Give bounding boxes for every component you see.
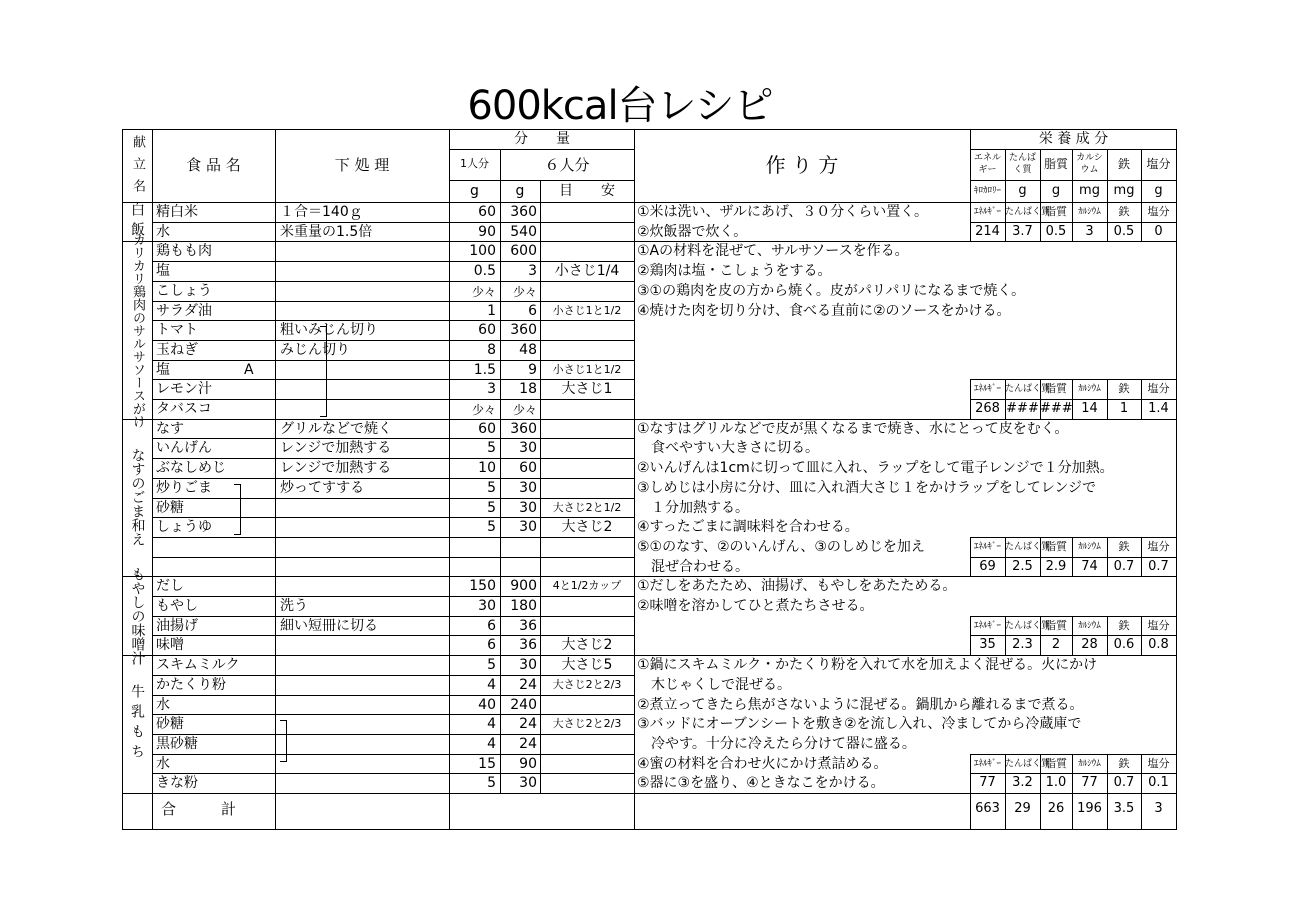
nutrient-value: 1 <box>1119 401 1129 416</box>
step-text: ②いんげんは1cmに切って皿に入れ、ラップをして電子レンジで１分加熱。 <box>637 460 1114 477</box>
nutrient-label: ｶﾙｼｳﾑ <box>1078 758 1101 769</box>
nutrient-value: 35 <box>979 637 996 653</box>
unit-g-one: g <box>470 183 479 199</box>
nutrient-value: 1.4 <box>1148 401 1169 416</box>
step-text: ①鍋にスキムミルク・かたくり粉を入れて水を加えよく混ぜる。火にかけ <box>637 657 1098 674</box>
ingredient-name: スキムミルク <box>156 657 240 674</box>
step-text: ①Aの材料を混ぜて、サルサソースを作る。 <box>637 243 909 260</box>
nutrient-label: 鉄 <box>1118 205 1130 218</box>
total-nutrient-value: 196 <box>1077 801 1102 816</box>
nutrient-value: 0 <box>1154 223 1163 239</box>
nutrient-col-header: たんぱ く質 <box>1008 153 1036 175</box>
step-text: １分加熱する。 <box>637 499 749 516</box>
amount-one: 60 <box>478 322 496 339</box>
amount-one: 1.5 <box>473 361 496 378</box>
section-name: カリカリ鶏肉のサルサソースがけ <box>130 232 145 428</box>
nutrient-label: 鉄 <box>1118 382 1130 396</box>
amount-six: 240 <box>510 696 537 713</box>
amount-one: 100 <box>469 243 496 260</box>
nutrient-label: ｶﾙｼｳﾑ <box>1078 207 1101 217</box>
step-text: ①だしをあたため、油揚げ、もやしをあたためる。 <box>637 578 957 595</box>
nutrient-value: 28 <box>1081 637 1098 653</box>
nutrient-value: 268 <box>975 401 1000 416</box>
nutrient-value: 0.7 <box>1113 558 1135 574</box>
nutrient-value: 3.7 <box>1012 223 1033 239</box>
section-name: なすのごま和え <box>129 448 146 547</box>
nutrient-label: 脂質 <box>1045 382 1067 396</box>
nutrient-label: ｴﾈﾙｷﾞｰ <box>973 207 1001 217</box>
nutrient-value: 77 <box>1081 775 1098 791</box>
amount-one: 4 <box>487 676 496 693</box>
nutrient-value: 74 <box>1081 558 1098 574</box>
amount-guide: 小さじ1/4 <box>554 263 620 280</box>
nutrient-label: たんぱく質 <box>1005 620 1051 631</box>
amount-six: 30 <box>519 775 537 792</box>
amount-one: 30 <box>478 598 496 614</box>
amount-one: 6 <box>487 617 496 634</box>
amount-one: 40 <box>478 696 496 713</box>
ingredient-name: きな粉 <box>156 775 198 792</box>
amount-guide: 大さじ2 <box>561 519 613 536</box>
step-text: ①米は洗い、ザルにあげ、３０分くらい置く。 <box>637 204 929 220</box>
nutrient-label: 塩分 <box>1147 618 1170 632</box>
step-text: ②炊飯器で炊く。 <box>637 223 748 240</box>
nutrient-value: 3 <box>1085 223 1094 239</box>
amount-one: 3 <box>487 381 496 398</box>
ingredient-name: サラダ油 <box>156 302 212 319</box>
nutrient-label: 脂質 <box>1045 618 1067 632</box>
amount-six: 360 <box>510 204 537 220</box>
amount-six: 24 <box>519 735 537 752</box>
amount-six: 24 <box>519 716 537 733</box>
nutrient-value: 2 <box>1051 637 1061 653</box>
amount-six: 少々 <box>512 284 537 299</box>
six-serving-header: ６人分 <box>544 156 590 174</box>
nutrient-label: たんぱく質 <box>1005 758 1051 769</box>
amount-one: 8 <box>487 341 496 358</box>
nutrient-value: 1.0 <box>1045 775 1067 791</box>
nutrient-label: 鉄 <box>1118 539 1130 553</box>
nutrient-label: たんぱく質 <box>1005 541 1051 552</box>
amount-six: 24 <box>519 676 537 693</box>
nutrient-value: 77 <box>979 775 996 791</box>
ingredient-name: 味噌 <box>156 637 184 654</box>
amount-six: 30 <box>519 519 537 536</box>
ingredient-name: 水 <box>156 696 170 713</box>
amount-six: 90 <box>519 755 537 772</box>
amount-one: 60 <box>478 204 496 220</box>
step-text: ③バッドにオーブンシートを敷き②を流し入れ、冷ましてから冷蔵庫で <box>637 716 1082 733</box>
amount-six: 360 <box>510 420 537 437</box>
nutrient-label: 脂質 <box>1045 539 1067 553</box>
nutrient-label: たんぱく質 <box>1005 384 1051 395</box>
amount-guide: 大さじ1 <box>561 381 613 398</box>
amount-one: 5 <box>487 775 496 792</box>
amount-one: 60 <box>478 420 496 437</box>
amount-six: 9 <box>528 361 537 378</box>
amount-one: 5 <box>487 499 496 516</box>
nutrient-label: 鉄 <box>1118 756 1130 770</box>
ingredient-name: 塩 <box>156 361 170 378</box>
amount-one: 5 <box>487 519 496 536</box>
group-label: A <box>244 361 254 378</box>
amount-six: 36 <box>519 637 537 654</box>
ingredient-name: 水 <box>156 223 170 240</box>
nutrient-label: ｴﾈﾙｷﾞｰ <box>973 758 1001 769</box>
ingredient-name: 油揚げ <box>156 617 198 634</box>
step-text: ④蜜の材料を合わせ火にかけ煮詰める。 <box>637 755 888 772</box>
page-title: 600kcal台レシピ <box>467 83 773 129</box>
nutrient-label: ｴﾈﾙｷﾞｰ <box>973 384 1001 395</box>
step-text: ⑤器に③を盛り、④ときなこをかける。 <box>637 775 885 792</box>
amount-six: 60 <box>519 460 537 477</box>
amount-one: 90 <box>478 223 496 240</box>
nutrient-value: 69 <box>979 558 996 574</box>
total-label: 合 計 <box>160 800 236 818</box>
ingredient-name: 精白米 <box>156 204 198 220</box>
nutrient-label: 塩分 <box>1147 756 1170 770</box>
ingredient-name: しょうゆ <box>156 519 212 536</box>
amount-six: 48 <box>519 341 537 358</box>
amount-six: 36 <box>519 617 537 634</box>
menu-label-3: 名 <box>130 178 145 201</box>
amount-six: 6 <box>528 302 537 319</box>
total-nutrient-value: 29 <box>1014 801 1031 816</box>
menu-label-2: 立 <box>130 156 145 179</box>
amount-six: 900 <box>510 578 537 595</box>
nutrient-unit: ｷﾛｶﾛﾘｰ <box>973 186 1001 196</box>
amount-six: 少々 <box>512 403 537 417</box>
ingredient-prep: レンジで加熱する <box>280 460 392 477</box>
amount-guide: 4と1/2カップ <box>552 579 622 593</box>
nutrient-label: 塩分 <box>1147 539 1170 553</box>
nutrient-label: 塩分 <box>1147 382 1170 396</box>
menu-label <box>122 129 152 204</box>
nutrient-value: ### <box>1040 401 1073 416</box>
total-nutrient-value: 3.5 <box>1113 801 1135 816</box>
ingredient-name: 玉ねぎ <box>156 341 198 358</box>
nutrient-value: 2.3 <box>1012 637 1033 653</box>
ingredient-name: もやし <box>156 598 198 614</box>
amount-six: 30 <box>519 479 537 496</box>
ingredient-prep: みじん切り <box>280 341 350 358</box>
step-text: ④すったごまに調味料を合わせる。 <box>637 519 859 536</box>
amount-six: 540 <box>510 223 537 240</box>
nutrient-col-header: 脂質 <box>1043 157 1068 171</box>
ingredient-name: 炒りごま <box>156 479 212 496</box>
step-text: 混ぜ合わせる。 <box>637 558 749 575</box>
ingredient-prep: 米重量の1.5倍 <box>280 223 373 240</box>
section-name: 牛乳もち <box>129 684 145 765</box>
amount-one: 5 <box>487 440 496 457</box>
section-name: もやしの味噌汁 <box>129 566 146 665</box>
ingredient-prep: 洗う <box>280 598 308 614</box>
amount-one: 4 <box>487 716 496 733</box>
nutrient-unit: g <box>1051 183 1061 198</box>
total-nutrient-value: 26 <box>1047 801 1065 816</box>
amount-six: 30 <box>519 657 537 674</box>
nutrient-value: 14 <box>1081 401 1098 416</box>
step-text: ③①の鶏肉を皮の方から焼く。皮がパリパリになるまで焼く。 <box>637 282 1026 299</box>
menu-label-1: 献 <box>130 134 145 157</box>
nutrient-col-header: 塩分 <box>1146 157 1171 171</box>
amount-six: 360 <box>510 322 537 339</box>
guide-header: 目 安 <box>559 183 615 199</box>
one-serving-header: 1人分 <box>460 157 489 170</box>
amount-six: 180 <box>510 598 537 614</box>
ingredient-name: 砂糖 <box>156 499 184 516</box>
ingredient-name: 水 <box>156 755 170 772</box>
nutrient-col-header: カルシ ウム <box>1076 153 1103 175</box>
amount-one: 5 <box>487 657 496 674</box>
nutrient-value: 0.6 <box>1113 637 1135 653</box>
amount-guide: 小さじ1と1/2 <box>552 362 622 376</box>
nutrient-label: ｴﾈﾙｷﾞｰ <box>973 620 1001 631</box>
ingredient-name: なす <box>156 420 184 437</box>
nutrient-label: たんぱく質 <box>1005 207 1051 217</box>
step-text: 冷やす。十分に冷えたら分けて器に盛る。 <box>637 735 916 752</box>
ingredient-name: 鶏もも肉 <box>156 243 212 260</box>
nutrient-label: ｶﾙｼｳﾑ <box>1078 620 1101 631</box>
nutrient-unit: g <box>1154 183 1163 198</box>
amount-one: 0.5 <box>473 263 496 280</box>
nutrient-label: ｶﾙｼｳﾑ <box>1078 541 1101 552</box>
amount-one: 15 <box>478 755 496 772</box>
ingredient-prep: １合＝140ｇ <box>280 204 363 220</box>
section-name: 白飯 <box>129 201 145 242</box>
nutrient-label: 塩分 <box>1147 205 1170 218</box>
nutrient-value: 0.7 <box>1113 775 1135 791</box>
amount-one: 6 <box>487 637 496 654</box>
amount-guide: 大さじ2 <box>561 637 613 654</box>
nutrient-value: 0.1 <box>1148 775 1169 791</box>
ingredient-name: タバスコ <box>156 401 212 417</box>
amount-one: 10 <box>478 460 496 477</box>
nutrient-label: 脂質 <box>1045 205 1067 218</box>
nutrient-value: 0.5 <box>1113 223 1135 239</box>
nutrient-label: ｴﾈﾙｷﾞｰ <box>973 541 1001 552</box>
amount-guide: 大さじ2と2/3 <box>552 717 622 731</box>
nutrient-value: 214 <box>975 223 1000 239</box>
ingredient-prep: 粗いみじん切り <box>280 322 378 339</box>
nutrient-value: 3.2 <box>1012 775 1033 791</box>
nutrient-unit: mg <box>1079 183 1100 198</box>
amount-one: 1 <box>487 302 496 319</box>
ingredient-name: かたくり粉 <box>156 676 226 693</box>
nutrient-label: 脂質 <box>1045 756 1067 770</box>
ingredient-name: いんげん <box>156 440 212 457</box>
step-text: ④焼けた肉を切り分け、食べる直前に②のソースをかける。 <box>637 302 1011 319</box>
step-text: ①なすはグリルなどで皮が黒くなるまで焼き、水にとって皮をむく。 <box>637 420 1069 437</box>
ingredient-name: ぶなしめじ <box>156 460 226 477</box>
amount-header: 分 量 <box>514 131 570 147</box>
ingredient-prep: グリルなどで焼く <box>280 420 392 437</box>
nutrient-label: ｶﾙｼｳﾑ <box>1078 384 1101 395</box>
step-text: 食べやすい大きさに切る。 <box>637 440 819 457</box>
amount-six: 3 <box>528 263 537 280</box>
ingredient-prep: 細い短冊に切る <box>280 617 378 634</box>
nutrient-value: 2.5 <box>1012 558 1033 574</box>
ingredient-name: だし <box>156 578 184 595</box>
amount-one: 150 <box>469 578 496 595</box>
nutrient-unit: mg <box>1113 183 1135 198</box>
recipe-table <box>122 129 1177 830</box>
step-text: ③しめじは小房に分け、皿に入れ酒大さじ１をかけラップをしてレンジで <box>637 479 1097 496</box>
ingredient-name: こしょう <box>156 282 212 299</box>
ingredient-prep: レンジで加熱する <box>280 440 392 457</box>
total-nutrient-value: 663 <box>975 801 1000 816</box>
amount-six: 30 <box>519 499 537 516</box>
amount-six: 18 <box>519 381 537 398</box>
amount-guide: 大さじ2と2/3 <box>552 677 622 691</box>
ingredient-prep: 炒ってすする <box>280 479 365 496</box>
nutrient-value: 0.7 <box>1148 558 1169 574</box>
amount-guide: 大さじ5 <box>561 657 613 674</box>
nutrient-col-header: エネル ギー <box>973 153 1001 175</box>
ingredient-name: 砂糖 <box>156 716 184 733</box>
amount-one: 5 <box>487 479 496 496</box>
ingredient-name: トマト <box>156 322 198 339</box>
unit-g-six: g <box>515 183 525 199</box>
food-name-header: 食 品 名 <box>186 156 241 174</box>
amount-one: 4 <box>487 735 496 752</box>
nutrient-label: 鉄 <box>1118 618 1130 632</box>
nutrient-value: ### <box>1006 401 1039 416</box>
nutrient-unit: g <box>1018 183 1027 198</box>
amount-one: 少々 <box>471 284 496 299</box>
ingredient-name: 塩 <box>156 263 170 280</box>
howto-header: 作 り 方 <box>765 153 839 177</box>
amount-guide: 小さじ1と1/2 <box>552 303 622 317</box>
amount-one: 少々 <box>471 403 496 417</box>
step-text: ②煮立ってきたら焦がさないように混ぜる。鍋肌から離れるまで煮る。 <box>637 696 1084 713</box>
nutrient-value: 2.9 <box>1045 558 1067 574</box>
nutrient-value: 0.5 <box>1045 223 1067 239</box>
step-text: ②味噌を溶かしてひと煮たちさせる。 <box>637 598 874 614</box>
amount-six: 30 <box>519 440 537 457</box>
step-text: ⑤①のなす、②のいんげん、③のしめじを加え <box>637 538 925 555</box>
prep-header: 下 処 理 <box>334 156 390 174</box>
step-text: 木じゃくしで混ぜる。 <box>637 676 791 693</box>
total-nutrient-value: 3 <box>1154 801 1163 816</box>
amount-guide: 大さじ2と1/2 <box>552 500 622 514</box>
ingredient-name: レモン汁 <box>156 381 212 398</box>
nutrient-col-header: 鉄 <box>1117 157 1130 171</box>
ingredient-name: 黒砂糖 <box>156 735 198 752</box>
amount-six: 600 <box>510 243 537 260</box>
step-text: ②鶏肉は塩・こしょうをする。 <box>637 263 832 280</box>
nutrition-header: 栄 養 成 分 <box>1038 131 1109 147</box>
nutrient-value: 0.8 <box>1148 637 1169 653</box>
